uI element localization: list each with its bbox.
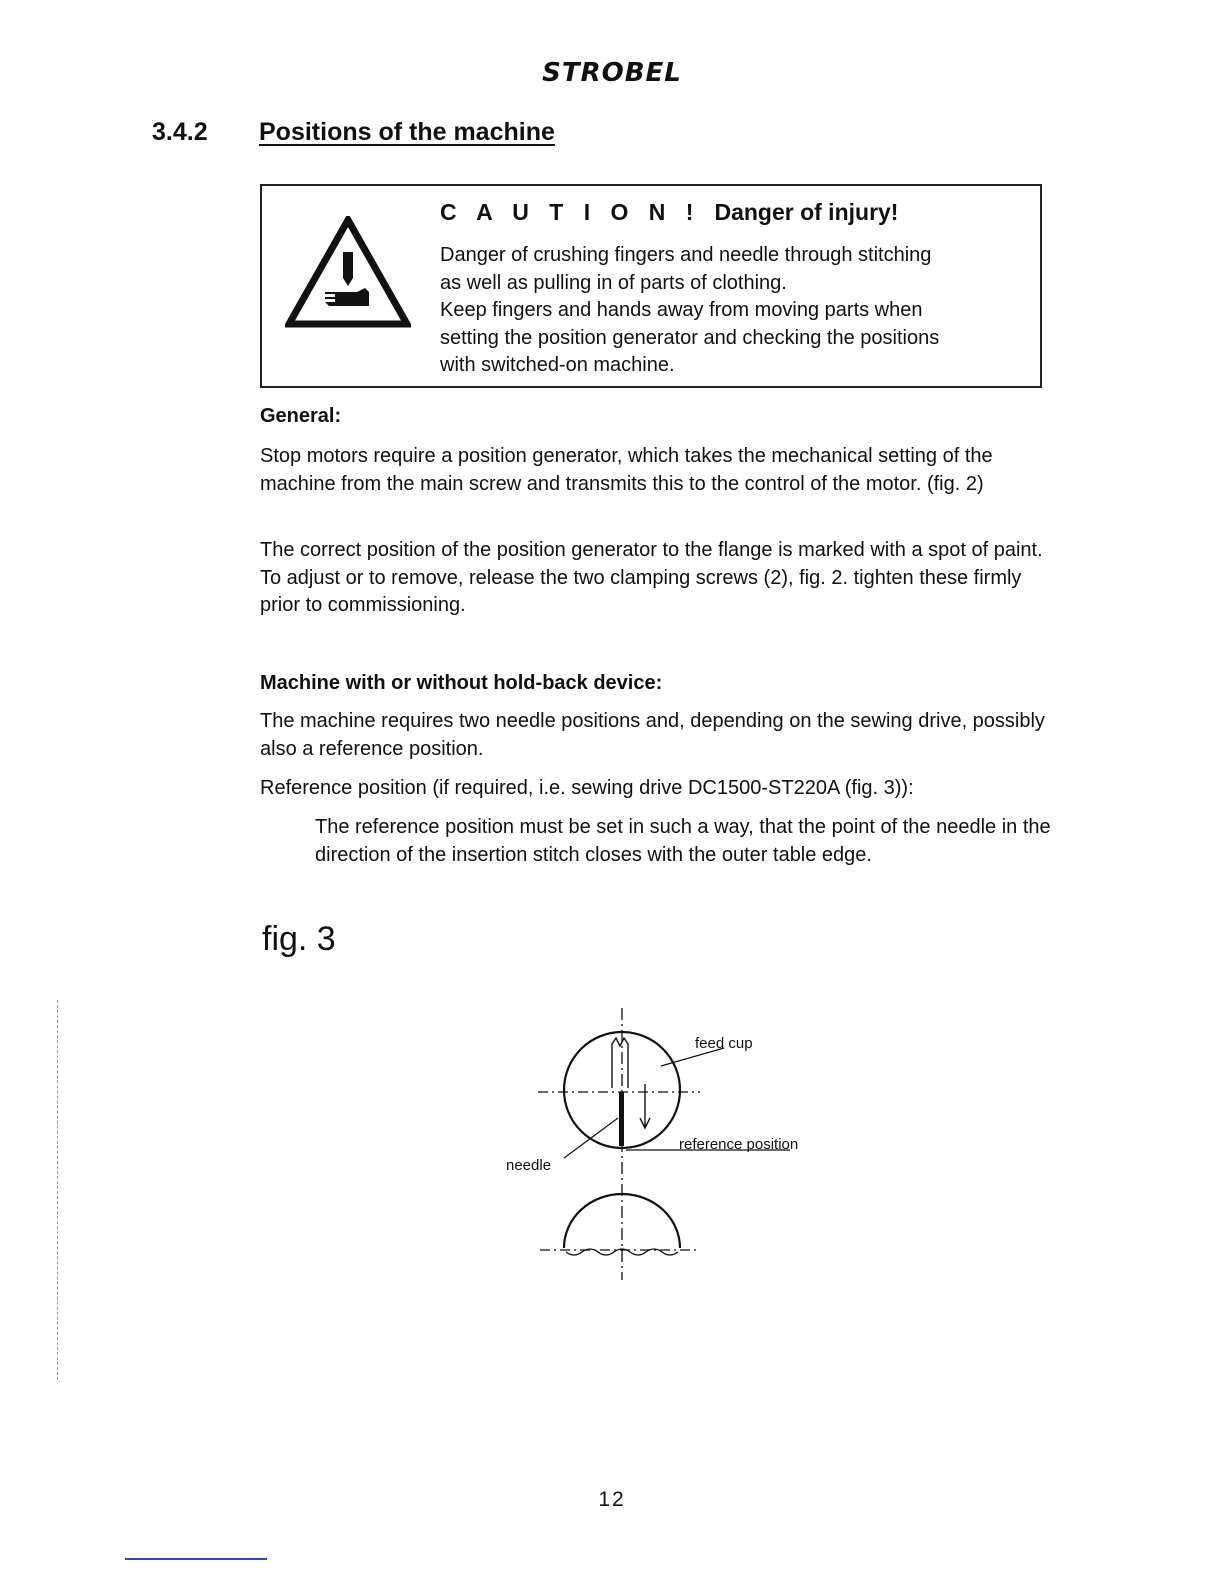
machine-paragraph-1: The machine requires two needle positions and, depending on the sewing drive, possibly also a reference position.: [260, 710, 1045, 760]
figure-label: fig. 3: [262, 920, 336, 958]
reference-position-diagram: [490, 1000, 850, 1290]
caution-line: Keep fingers and hands away from moving parts when: [440, 299, 923, 321]
section-number: 3.4.2: [152, 118, 208, 146]
needle-blade: [619, 1092, 624, 1146]
caution-line: Danger of crushing fingers and needle through stitching: [440, 244, 932, 266]
caution-line: setting the position generator and checking the positions: [440, 326, 940, 349]
footer-rule: [125, 1558, 267, 1560]
caution-line: as well as pulling in of parts of clothing.: [440, 271, 787, 294]
general-paragraph-2: [260, 537, 1060, 620]
hand-crush-warning-icon: [285, 216, 411, 328]
reference-position-label: reference position: [679, 1136, 799, 1153]
machine-paragraph-2: Reference position (if required, i.e. sewing drive DC1500-ST220A (fig. 3)):: [260, 777, 914, 799]
caution-word: C A U T I O N !: [440, 199, 701, 225]
machine-paragraph-3: The reference position must be set in such a way, that the point of the needle in the direction of the insertion stitch closes with the outer table edge.: [315, 816, 1051, 866]
caution-line: with switched-on machine.: [440, 354, 675, 376]
machine-heading: Machine with or without hold-back device:: [260, 672, 663, 694]
caution-danger-label: Danger of injury!: [714, 199, 899, 225]
feed-cup-label: feed cup: [695, 1035, 753, 1052]
general-paragraph-2-line-2: To adjust or to remove, release the two clamping screws (2), fig. 2. tighten these firmly prior to commissioning.: [260, 566, 1022, 616]
section-title: Positions of the machine: [259, 118, 555, 146]
general-paragraph-1: Stop motors require a position generator, which takes the mechanical setting of the machine from the main screw and transmits this to the control of the motor. (fig. 2): [260, 445, 993, 495]
page-number: 12: [598, 1488, 626, 1511]
caution-text: [440, 242, 1040, 380]
margin-mark: [57, 1000, 58, 1380]
brand-logo: STROBEL: [542, 58, 682, 88]
needle-shank: [612, 1038, 628, 1088]
general-paragraph-2-line-1: The correct position of the position generator to the flange is marked with a spot of paint.: [260, 539, 1043, 561]
needle-label: needle: [506, 1157, 552, 1174]
general-heading: General:: [260, 405, 342, 427]
caution-heading: [440, 199, 898, 226]
